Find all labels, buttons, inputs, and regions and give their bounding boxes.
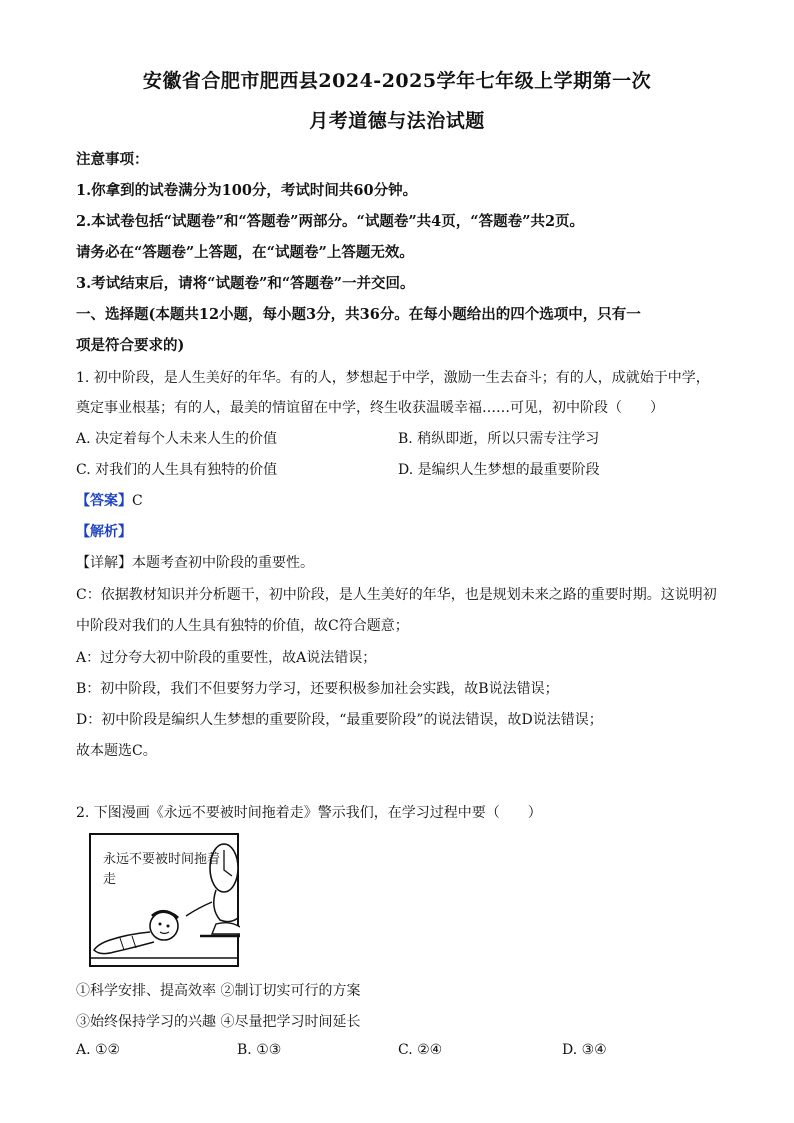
q1-explain-d: D：初中阶段是编织人生梦想的重要阶段，“最重要阶段”的说法错误，故D说法错误； [76,712,603,728]
q1-stem-line1: 1. 初中阶段，是人生美好的年华。有的人，梦想起于中学，激励一生去奋斗；有的人，成就始于中学， [76,370,710,386]
q1-option-d: D. 是编织人生梦想的最重要阶段 [398,462,600,478]
notice-item-2a: 2.本试卷包括“试题卷”和“答题卷”两部分。“试题卷”共4页，“答题卷”共2页。 [76,213,585,230]
q2-option-c: C. ②④ [398,1042,443,1058]
clock-figure-feet [212,923,240,934]
q1-detail: 【详解】本题考查初中阶段的重要性。 [76,555,314,571]
cartoon-caption: 永远不要被时间拖着走 [103,852,221,887]
notice-heading: 注意事项： [76,151,149,168]
q1-conclusion: 故本题选C。 [76,743,157,759]
q1-explain-c-line2: 中阶段对我们的人生具有独特的价值，故C符合题意； [76,618,409,634]
q1-explain-c-line1: C：依据教材知识并分析题干，初中阶段，是人生美好的年华，也是规划未来之路的重要时期。这说明初 [76,587,717,603]
notice-item-3: 3.考试结束后，请将“试题卷”和“答题卷”一并交回。 [76,275,415,292]
section-heading-line2: 项是符合要求的) [76,337,185,354]
q1-explain-b: B：初中阶段，我们不但要努力学习，还要积极参加社会实践，故B说法错误； [76,681,559,697]
q1-stem-line2: 奠定事业根基；有的人，最美的情谊留在中学，终生收获温暖幸福……可见，初中阶段（ ） [76,400,664,416]
q1-option-a: A. 决定着每个人未来人生的价值 [76,431,278,447]
notice-item-1: 1.你拿到的试卷满分为100分，考试时间共60分钟。 [76,182,418,199]
q1-explain-a: A：过分夸大初中阶段的重要性，故A说法错误； [76,650,377,666]
q1-option-c: C. 对我们的人生具有独特的价值 [76,462,278,478]
q1-answer [76,490,726,510]
exam-title-line2: 月考道德与法治试题 [309,110,485,132]
answer-value: C [132,493,143,509]
q2-option-a: A. ①② [76,1042,121,1058]
exam-title-line1: 安徽省合肥市肥西县2024-2025学年七年级上学期第一次 [142,70,652,92]
q1-analysis-label: 【解析】 [76,524,132,540]
q2-option-b: B. ①③ [237,1042,282,1058]
q2-option-d: D. ③④ [562,1042,607,1058]
q2-items-3-4: ③始终保持学习的兴趣 ④尽量把学习时间延长 [76,1014,361,1030]
answer-label: 【答案】 [76,493,132,509]
q1-option-b: B. 稍纵即逝，所以只需专注学习 [398,431,600,447]
q2-items-1-2: ①科学安排、提高效率 ②制订切实可行的方案 [76,983,361,999]
section-heading-line1: 一、选择题(本题共12小题，每小题3分，共36分。在每小题给出的四个选项中，只有一 [76,306,641,323]
q2-stem: 2. 下图漫画《永远不要被时间拖着走》警示我们，在学习过程中要（ ） [76,805,542,821]
notice-item-2b: 请务必在“答题卷”上答题，在“试题卷”上答题无效。 [76,244,414,261]
